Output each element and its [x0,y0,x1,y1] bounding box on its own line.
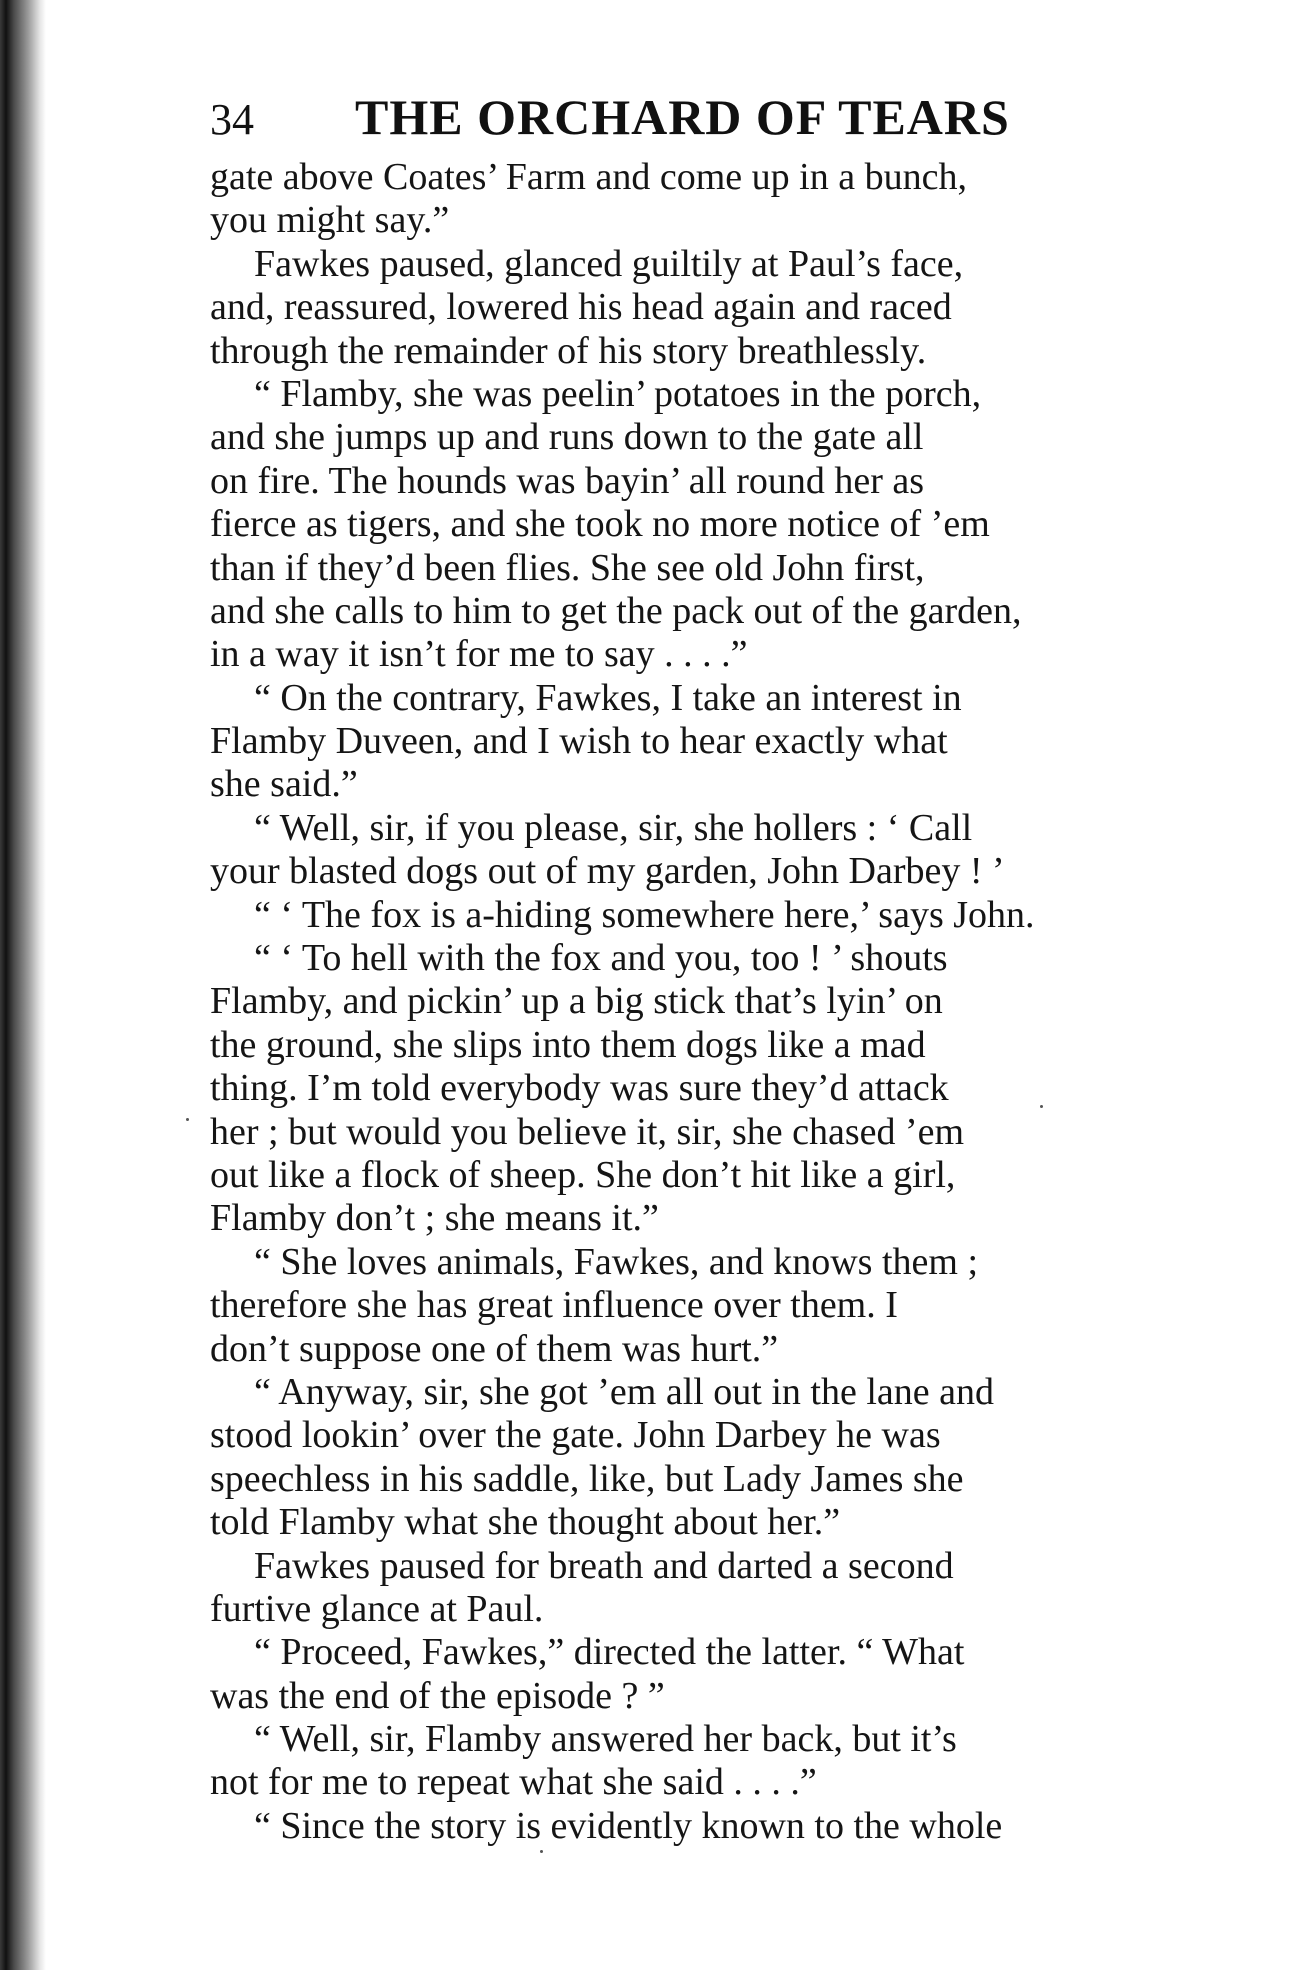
text-line: was the end of the episode ? ” [210,1674,665,1717]
text-line: Fawkes paused, glanced guiltily at Paul’s face, [254,242,964,285]
page-number: 34 [210,95,254,144]
text-line: on fire. The hounds was bayin’ all round her as [210,459,925,502]
text-line: “ On the contrary, Fawkes, I take an interest in [254,676,962,719]
text-line: “ Flamby, she was peelin’ potatoes in the porch, [254,372,982,415]
text-line: gate above Coates’ Farm and come up in a bunch, [210,156,967,198]
text-line: through the remainder of his story breathlessly. [210,329,927,372]
page-binding-edge [0,0,46,1970]
running-title: THE ORCHARD OF TEARS [355,89,1010,145]
text-line: “ Well, sir, Flamby answered her back, but it’s [254,1718,957,1761]
text-line: don’t suppose one of them was hurt.” [210,1327,779,1370]
text-line: thing. I’m told everybody was sure they’d attack [210,1067,949,1110]
text-line: Fawkes paused for breath and darted a second [254,1544,954,1587]
text-line: “ Well, sir, if you please, sir, she hollers : ‘ Call [254,806,973,849]
text-line: your blasted dogs out of my garden, John Darbey ! ’ [210,850,1005,893]
text-line: than if they’d been flies. She see old John first, [210,546,925,589]
text-line: and she calls to him to get the pack out of the garden, [210,589,1022,632]
text-line: “ Since the story is evidently known to the whole [254,1804,1003,1847]
page-header [210,88,1090,148]
text-line: speechless in his saddle, like, but Lady James she [210,1457,964,1500]
text-line: out like a flock of sheep. She don’t hit like a girl, [210,1153,956,1196]
text-line: her ; but would you believe it, sir, she chased ’em [210,1110,965,1153]
text-line: Flamby don’t ; she means it.” [210,1197,659,1240]
text-line: not for me to repeat what she said . . . .” [210,1761,817,1804]
text-line: she said.” [210,763,358,806]
text-line: “ She loves animals, Fawkes, and knows them ; [254,1240,979,1283]
text-line: the ground, she slips into them dogs like a mad [210,1023,926,1066]
text-line: “ Proceed, Fawkes,” directed the latter. “ What [254,1631,965,1674]
speck-mark [186,1118,189,1121]
text-line: “ ‘ To hell with the fox and you, too ! ’ shouts [254,937,948,980]
text-line: stood lookin’ over the gate. John Darbey he was [210,1414,941,1457]
text-line: and she jumps up and runs down to the gate all [210,416,924,459]
text-line: you might say.” [210,199,450,242]
text-line: “ Anyway, sir, she got ’em all out in the lane and [254,1370,994,1413]
text-line: “ ‘ The fox is a-hiding somewhere here,’ says John. [254,893,1035,936]
text-line: in a way it isn’t for me to say . . . .” [210,633,748,676]
text-line: fierce as tigers, and she took no more notice of ’em [210,503,990,546]
text-line: therefore she has great influence over them. I [210,1284,898,1327]
text-line: and, reassured, lowered his head again and raced [210,286,952,329]
text-line: Flamby Duveen, and I wish to hear exactly what [210,720,948,763]
body-text [210,156,1210,1848]
text-line: Flamby, and pickin’ up a big stick that’s lyin’ on [210,980,943,1023]
text-line: told Flamby what she thought about her.” [210,1501,841,1544]
text-line: furtive glance at Paul. [210,1587,544,1630]
speck-mark [1040,1105,1043,1108]
speck-mark [540,1850,543,1853]
